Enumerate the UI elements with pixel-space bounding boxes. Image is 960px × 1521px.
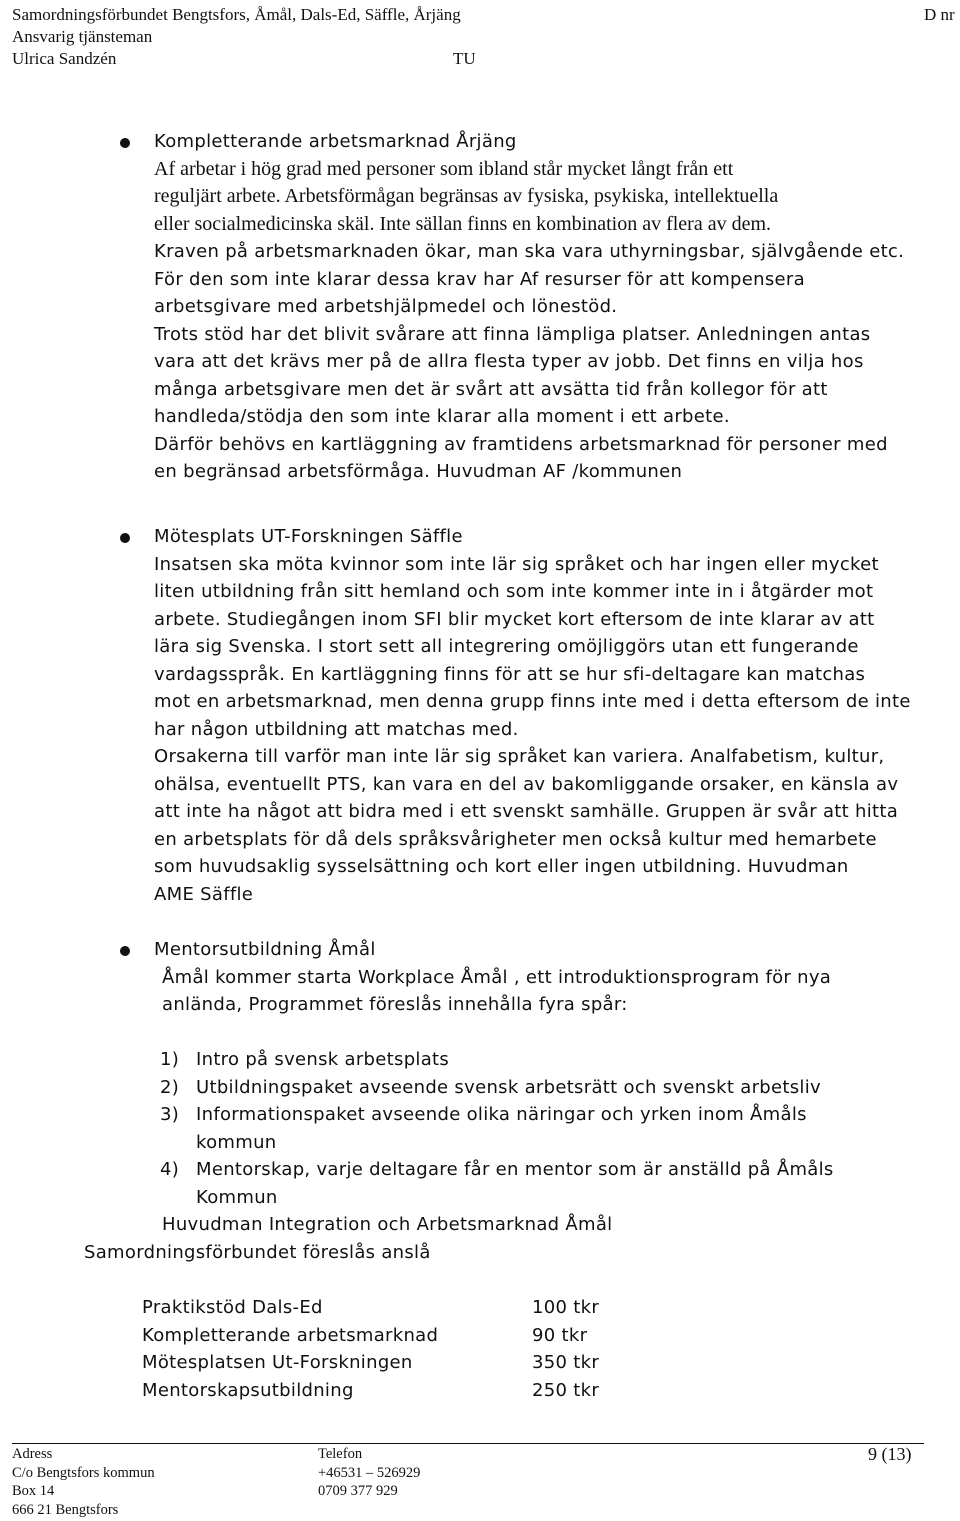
funding-row-label: Kompletterande arbetsmarknad — [142, 1324, 439, 1346]
paragraph-line: Kraven på arbetsmarknaden ökar, man ska vara uthyrningsbar, självgående etc. — [154, 241, 905, 262]
funding-row-label: Praktikstöd Dals-Ed — [142, 1297, 323, 1318]
header-responsible-label: Ansvarig tjänsteman — [12, 27, 153, 46]
funding-row-value: 100 tkr — [532, 1297, 600, 1318]
footer-address — [12, 1445, 155, 1519]
funding-row-value: 350 tkr — [532, 1352, 600, 1373]
section-owner: Huvudman Integration och Arbetsmarknad Åmål — [162, 1214, 613, 1235]
paragraph-line: arbetsgivare med arbetshjälpmedel och lönestöd. — [154, 296, 618, 317]
list-item-continued: Kommun — [196, 1186, 278, 1208]
paragraph-line: en begränsad arbetsförmåga. Huvudman AF /kommunen — [154, 461, 683, 482]
header-tu: TU — [453, 49, 476, 68]
list-number: 3) — [160, 1104, 180, 1125]
section-title-kompletterande: Kompletterande arbetsmarknad Årjäng — [154, 131, 517, 152]
footer-address-label: Adress — [12, 1446, 53, 1462]
page-number: 9 (13) — [868, 1444, 912, 1464]
funding-row-value: 90 tkr — [532, 1324, 588, 1346]
paragraph-line: anlända, Programmet föreslås innehålla fyra spår: — [162, 994, 628, 1015]
header-organization: Samordningsförbundet Bengtsfors, Åmål, Dals-Ed, Säffle, Årjäng — [12, 5, 461, 24]
paragraph-line: reguljärt arbete. Arbetsförmågan begränsas av fysiska, psykiska, intellektuella — [154, 185, 779, 207]
footer-address-line: 666 21 Bengtsfors — [12, 1501, 119, 1518]
paragraph-line: mot en arbetsmarknad, men denna grupp finns inte med i detta eftersom de inte — [154, 691, 911, 712]
footer-phone — [318, 1445, 420, 1501]
footer-address-line: Box 14 — [12, 1483, 55, 1499]
section-title-motesplats: Mötesplats UT-Forskningen Säffle — [154, 526, 463, 547]
list-number: 1) — [160, 1049, 180, 1070]
list-item-continued: kommun — [196, 1131, 277, 1153]
paragraph-line: en arbetsplats för då dels språksvårigheter men också kultur med hemarbete — [154, 828, 877, 850]
funding-row-label: Mötesplatsen Ut-Forskningen — [142, 1352, 413, 1373]
letterhead — [12, 4, 461, 70]
paragraph-line: många arbetsgivare men det är svårt att avsätta tid från kollegor för att — [154, 378, 828, 400]
paragraph-line: AME Säffle — [154, 883, 254, 905]
list-item: Intro på svensk arbetsplats — [196, 1049, 450, 1070]
header-diary-number: D nr — [924, 5, 955, 24]
list-number: 4) — [160, 1159, 180, 1180]
funding-row-value: 250 tkr — [532, 1379, 600, 1401]
paragraph-line: För den som inte klarar dessa krav har Af resurser för att kompensera — [154, 268, 805, 290]
paragraph-line: vardagsspråk. En kartläggning finns för att se hur sfi-deltagare kan matchas — [154, 663, 866, 685]
paragraph-line: handleda/stödja den som inte klarar alla moment i ett arbete. — [154, 406, 730, 427]
paragraph-line: Af arbetar i hög grad med personer som ibland står mycket långt från ett — [154, 157, 734, 180]
paragraph-line: eller socialmedicinska skäl. Inte sällan finns en kombination av flera av dem. — [154, 212, 772, 235]
footer-phone-line: 0709 377 929 — [318, 1483, 398, 1499]
funding-row-label: Mentorskapsutbildning — [142, 1379, 354, 1401]
bullet-icon — [120, 138, 130, 148]
paragraph-line: Trots stöd har det blivit svårare att finna lämpliga platser. Anledningen antas — [154, 323, 871, 345]
header-responsible-name: Ulrica Sandzén — [12, 49, 117, 68]
paragraph-line: vara att det krävs mer på de allra flesta typer av jobb. Det finns en vilja hos — [154, 351, 864, 372]
section-title-mentorsutbildning: Mentorsutbildning Åmål — [154, 939, 376, 960]
list-number: 2) — [160, 1076, 180, 1098]
paragraph-line: Åmål kommer starta Workplace Åmål , ett introduktionsprogram för nya — [162, 966, 832, 988]
paragraph-line: liten utbildning från sitt hemland och som inte kommer inte in i åtgärder mot — [154, 581, 874, 602]
list-item: Utbildningspaket avseende svensk arbetsrätt och svenskt arbetsliv — [196, 1076, 821, 1098]
list-item: Mentorskap, varje deltagare får en mentor som är anställd på Åmåls — [196, 1159, 834, 1180]
bullet-icon — [120, 946, 130, 956]
footer-phone-label: Telefon — [318, 1446, 363, 1462]
paragraph-line: arbete. Studiegången inom SFI blir mycket kort eftersom de inte klarar av att — [154, 608, 875, 630]
paragraph-line: Insatsen ska möta kvinnor som inte lär sig språket och har ingen eller mycket — [154, 553, 879, 575]
paragraph-line: har någon utbildning att matchas med. — [154, 718, 519, 740]
proposal-heading: Samordningsförbundet föreslås anslå — [84, 1241, 431, 1263]
footer-divider — [12, 1443, 924, 1444]
paragraph-line: lära sig Svenska. I stort sett all integrering omöjliggörs utan ett fungerande — [154, 636, 859, 657]
footer-phone-line: +46531 – 526929 — [318, 1464, 421, 1481]
paragraph-line: att inte ha något att bidra med i ett svenskt samhälle. Gruppen är svår att hitta — [154, 801, 899, 822]
paragraph-line: som huvudsaklig sysselsättning och kort eller ingen utbildning. Huvudman — [154, 856, 849, 877]
paragraph-line: ohälsa, eventuellt PTS, kan vara en del av bakomliggande orsaker, en känsla av — [154, 773, 899, 795]
bullet-icon — [120, 533, 130, 543]
footer-address-line: C/o Bengtsfors kommun — [12, 1464, 155, 1481]
paragraph-line: Därför behövs en kartläggning av framtidens arbetsmarknad för personer med — [154, 433, 888, 455]
list-item: Informationspaket avseende olika näringar och yrken inom Åmåls — [196, 1104, 807, 1125]
paragraph-line: Orsakerna till varför man inte lär sig språket kan variera. Analfabetism, kultur, — [154, 746, 885, 767]
